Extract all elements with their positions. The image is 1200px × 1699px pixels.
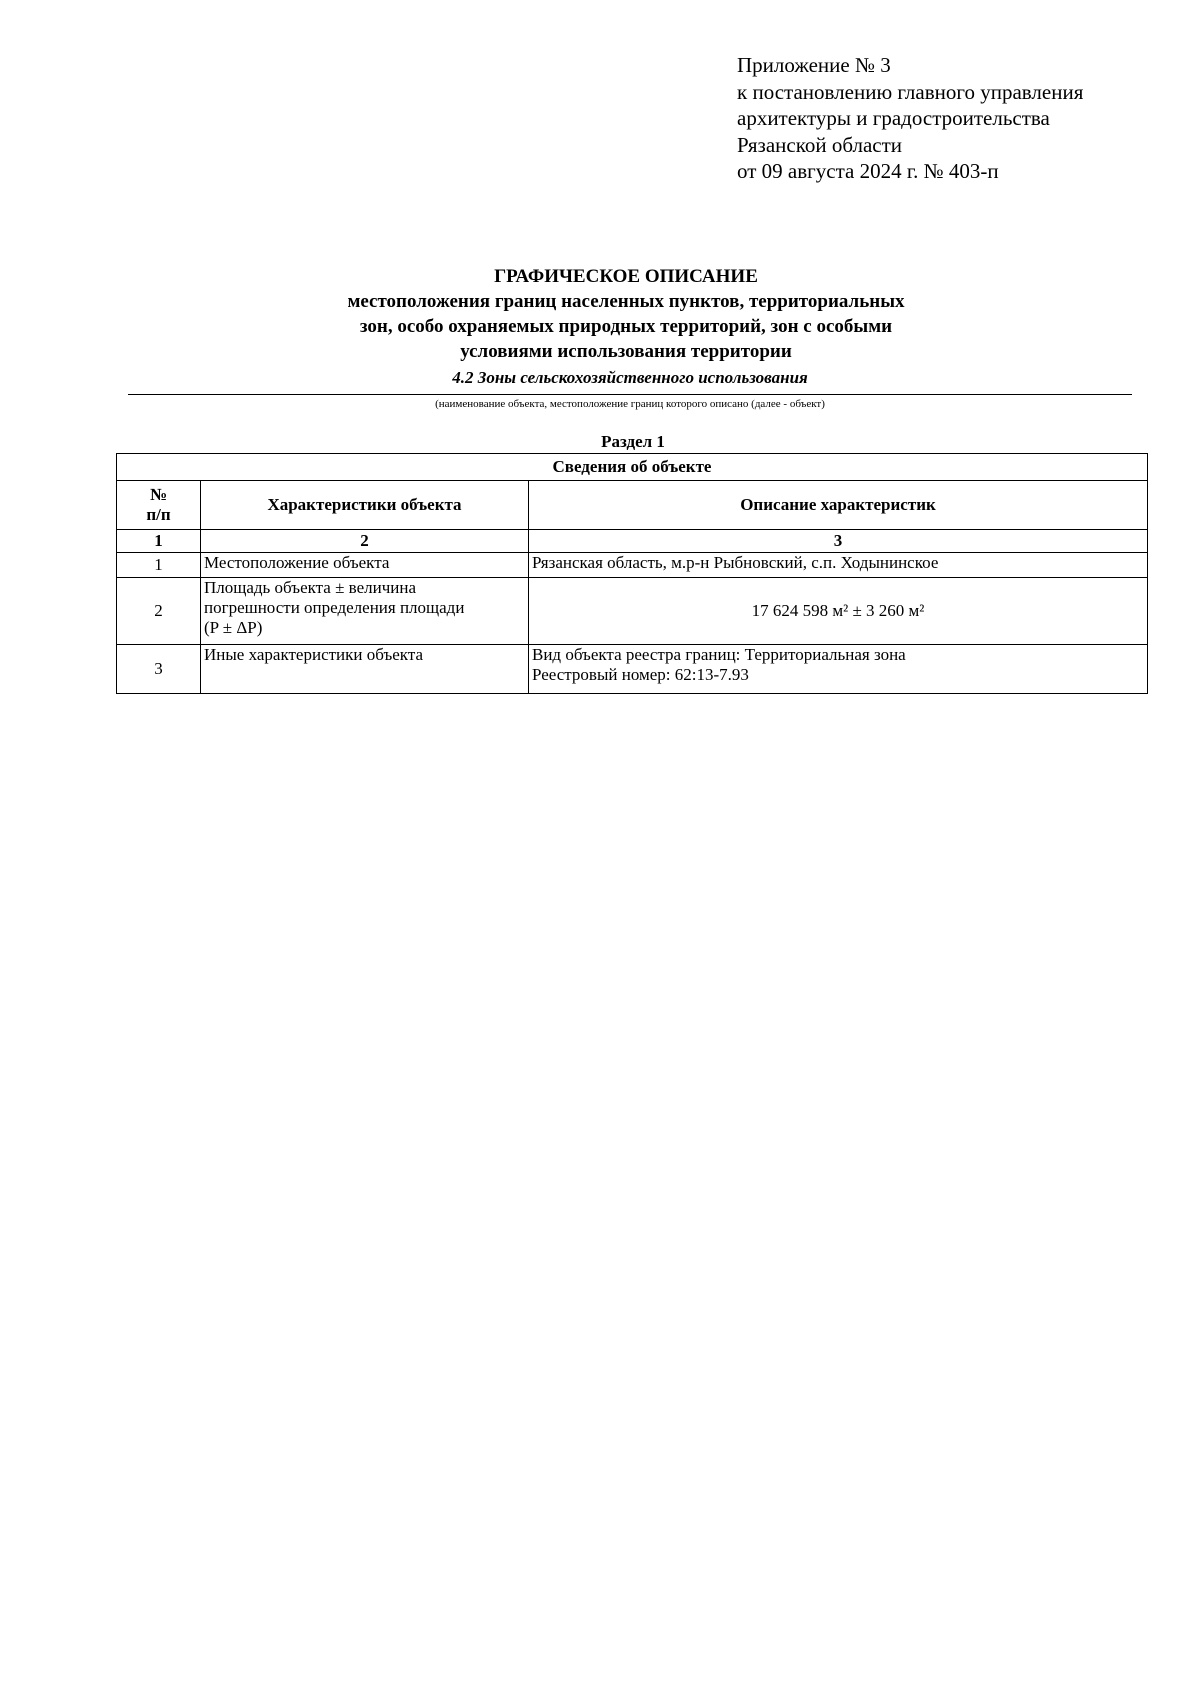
row-characteristic: Иные характеристики объекта [201,645,529,694]
row-characteristic: Местоположение объекта [201,553,529,578]
row-characteristic-line: Площадь объекта ± величина [204,578,417,597]
row-characteristic-line: (P ± ΔP) [204,618,263,637]
object-name: 4.2 Зоны сельскохозяйственного использования [452,368,808,387]
table-header-row [117,481,1148,530]
object-info-table [116,453,1148,694]
appendix-block [737,52,1083,185]
row-characteristic [201,578,529,645]
document-title: ГРАФИЧЕСКОЕ ОПИСАНИЕ [494,266,758,287]
heading-line-4: условиями использования территории [460,341,792,362]
header-num-line-1: № [149,485,168,504]
row-number: 1 [117,553,201,578]
object-name-underline [128,394,1132,395]
row-characteristic-line: погрешности определения площади [204,598,465,617]
appendix-line-1: Приложение № 3 [737,53,891,77]
table-row [117,553,1148,578]
header-characteristics: Характеристики объекта [201,481,529,530]
row-description: 17 624 598 м² ± 3 260 м² [529,578,1148,645]
heading-line-3: зон, особо охраняемых природных территорий, зон с особыми [359,316,893,337]
heading-line-2: местоположения границ населенных пунктов, территориальных [347,291,905,312]
table-row [117,645,1148,694]
appendix-line-4: Рязанской области [737,132,903,157]
header-num [117,481,201,530]
table-row [117,578,1148,645]
column-number: 1 [117,530,201,553]
row-description-line: Реестровый номер: 62:13-7.93 [532,665,749,684]
row-description-line: Вид объекта реестра границ: Территориальная зона [532,645,906,664]
column-number: 2 [201,530,529,553]
table-caption-row [117,454,1148,481]
column-number: 3 [529,530,1148,553]
appendix-line-2: к постановлению главного управления [737,79,1084,104]
row-description [529,645,1148,694]
table-caption: Сведения об объекте [117,454,1148,481]
appendix-line-5: от 09 августа 2024 г. № 403-п [737,159,999,183]
row-description: Рязанская область, м.р-н Рыбновский, с.п. Ходынинское [529,553,1148,578]
object-name-caption: (наименование объекта, местоположение границ которого описано (далее - объект) [435,398,825,410]
row-number: 3 [117,645,201,694]
header-num-line-2: п/п [146,505,171,524]
appendix-line-3: архитектуры и градостроительства [737,106,1050,130]
document-heading [118,264,1134,364]
row-number: 2 [117,578,201,645]
section-title: Раздел 1 [601,432,665,451]
column-number-row [117,530,1148,553]
header-description: Описание характеристик [529,481,1148,530]
